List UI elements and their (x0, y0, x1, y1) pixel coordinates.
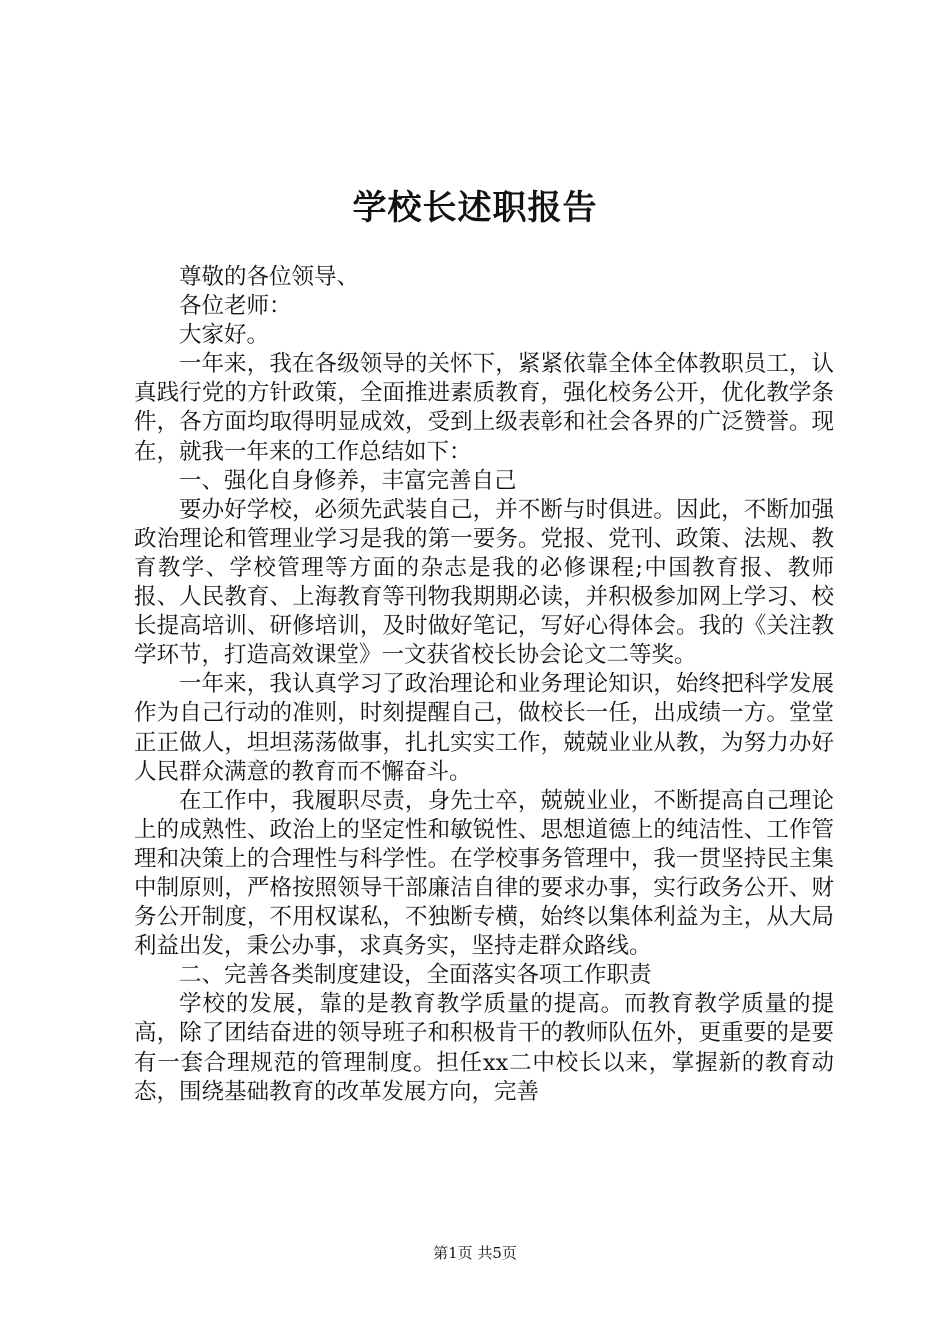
paragraph-work: 在工作中，我履职尽责，身先士卒，兢兢业业，不断提高自己理论上的成熟性、政治上的坚定性和敏锐性、思想道德上的纯洁性、工作管理和决策上的合理性与科学性。在学校事务管理中，我一贯坚持民主集中制原则，严格按照领导干部廉洁自律的要求办事，实行政务公开、财务公开制度，不用权谋私，不独断专横，始终以集体利益为主，从大局利益出发，秉公办事，求真务实，坚持走群众路线。 (134, 787, 834, 960)
section-heading-2: 二、完善各类制度建设，全面落实各项工作职责 (179, 962, 652, 989)
paragraph-theory: 一年来，我认真学习了政治理论和业务理论知识，始终把科学发展作为自己行动的准则，时刻提醒自己，做校长一任，出成绩一方。堂堂正正做人，坦坦荡荡做事，扎扎实实工作，兢兢业业从教，为努力办好人民群众满意的教育而不懈奋斗。 (134, 671, 834, 785)
section-heading-1: 一、强化自身修养，丰富完善自己 (179, 467, 517, 494)
paragraph-study: 要办好学校，必须先武装自己，并不断与时俱进。因此，不断加强政治理论和管理业学习是我的第一要务。党报、党刊、政策、法规、教育教学、学校管理等方面的杂志是我的必修课程;中国教育报、教师报、人民教育、上海教育等刊物我期期必读，并积极参加网上学习、校长提高培训、研修培训，及时做好笔记，写好心得体会。我的《关注教学环节，打造高效课堂》一文获省校长协会论文二等奖。 (134, 496, 834, 669)
paragraph-intro: 一年来，我在各级领导的关怀下，紧紧依靠全体全体教职员工，认真践行党的方针政策，全面推进素质教育，强化校务公开，优化教学条件，各方面均取得明显成效，受到上级表彰和社会各界的广泛赞誉。现在，就我一年来的工作总结如下： (134, 351, 834, 465)
document-title: 学校长述职报告 (352, 188, 598, 228)
paragraph-salutation-leaders: 尊敬的各位领导、 (179, 264, 360, 290)
paragraph-greeting: 大家好。 (179, 322, 270, 349)
document-body (134, 263, 834, 1107)
paragraph-salutation-teachers: 各位老师： (179, 293, 292, 320)
paragraph-development: 学校的发展，靠的是教育教学质量的提高。而教育教学质量的提高，除了团结奋进的领导班子和积极肯干的教师队伍外，更重要的是要有一套合理规范的管理制度。担任xx二中校长以来，掌握新的教育动态，围绕基础教育的改革发展方向，完善 (134, 991, 834, 1105)
page-number-footer: 第1页 共5页 (433, 1244, 517, 1262)
